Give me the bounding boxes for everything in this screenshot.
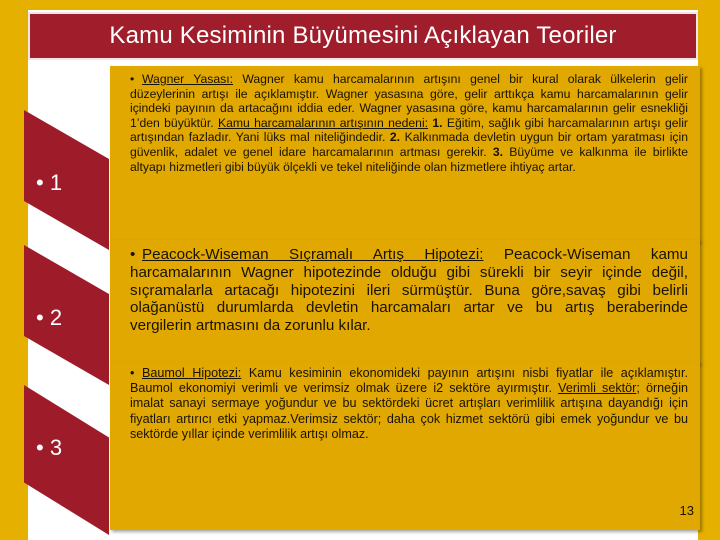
reason-number: 2. (389, 130, 401, 145)
title-bar (28, 12, 698, 60)
wagner-body: Wagner kamu harcamalarının artışını genel bir kural olarak ülkelerin gelir düzeylerinin artışı ile açıklamıştır. Wagner yasasına göre, gelir arttıkça kamu harcamalarının gelir içindeki payının da artacağını iddia eder. Wagner yasasına göre, kamu harcamalarının gelir esnekliği 1’den büyüktür. (130, 72, 688, 130)
wagner-reason-heading: Kamu harcamalarının artışının nedeni: (217, 115, 429, 130)
bullet: • (130, 72, 135, 86)
item-number-1: • 1 (36, 170, 63, 195)
baumol-body: Kamu kesiminin ekonomideki payının artışını nisbi fiyatlar ile açıklamıştır. Baumol ekonomiyi verimli ve verimsiz olmak üzere i2 sektöre ayırmıştır. (130, 366, 688, 396)
reason-text: Kalkınmada devletin uygun bir ortam yaratması için güvenlik, adalet ve genel idare harcamalarının artması gerekir. (130, 130, 688, 159)
productive-sector-label: Verimli sektör (558, 381, 637, 396)
reason-text: Büyüme ve kalkınma ile birlikte altyapı hizmetleri gibi büyük ölçekli ve tekel niteliğinde olan hizmetlere ihtiyaç artar. (130, 144, 688, 174)
baumol-body-cont: ; örneğin imalat sanayi sermaye yoğundur ve bu sektördeki ücret artışları verimlilik artışına dayandığı için fiyatları artırıcı etki yapmaz.Verimsiz sektör; daha çok hizmet sektörü gibi emek yoğundur ve bu sektörde yıllar içinde verimlilik artışı olmaz. (130, 381, 688, 441)
peacock-heading: Peacock-Wiseman Sıçramalı Artış Hipotezi: (142, 246, 484, 263)
peacock-text (130, 246, 688, 335)
item-number-2: • 2 (36, 305, 63, 330)
reason-number: 1. (432, 115, 443, 130)
baumol-box (110, 362, 700, 530)
page-number: 13 (679, 503, 694, 518)
baumol-heading: Baumol Hipotezi: (142, 366, 242, 380)
peacock-wiseman-box (110, 240, 700, 364)
wagner-text (130, 72, 688, 174)
wagner-box (110, 66, 700, 242)
baumol-text (130, 366, 688, 442)
right-border (698, 0, 720, 540)
item-number-3: • 3 (36, 435, 63, 460)
wagner-heading: Wagner Yasası: (142, 72, 234, 86)
bullet: • (130, 246, 136, 263)
top-border (0, 0, 720, 10)
reason-text: Eğitim, sağlık gibi harcamalarının artışı gelir artışından fazladır. Yani lüks mal niteliğindedir. (130, 115, 688, 145)
bullet: • (130, 366, 135, 380)
reason-number: 3. (492, 144, 504, 159)
left-border (0, 0, 28, 540)
page-title: Kamu Kesiminin Büyümesini Açıklayan Teoriler (109, 22, 617, 49)
peacock-body: Peacock-Wiseman kamu harcamalarının Wagner hipotezinde olduğu gibi sürekli bir seyir içinde değil, sıçramalarla artacağı hipotezini ileri sürmüştür. Buna göre,savaş gibi belirli olağanüstü durumlarda devletin harcamaları artar ve bu artış beraberinde vergilerin artmasını da zorunlu kılar. (130, 246, 688, 335)
